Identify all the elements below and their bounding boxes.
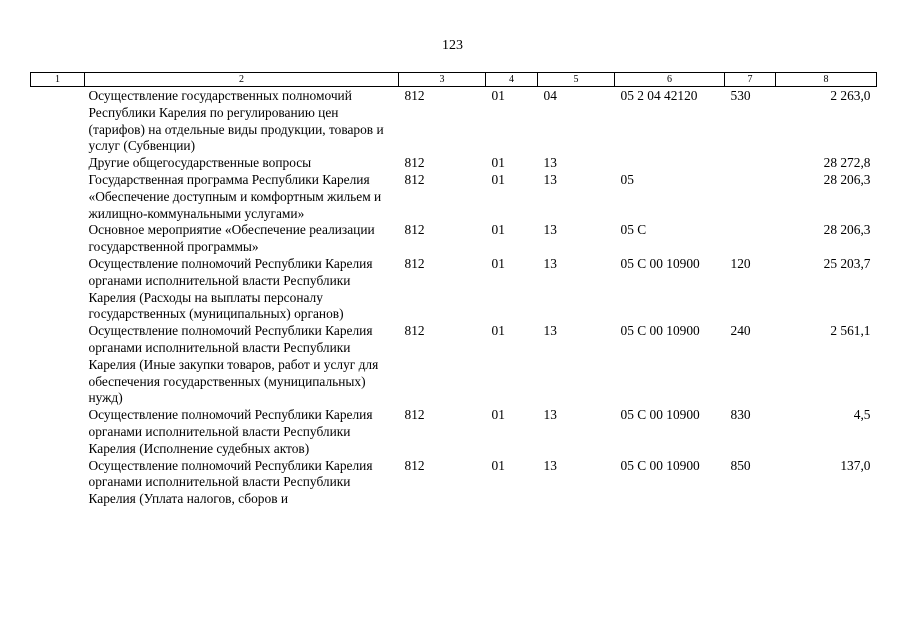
item-name: Государственная программа Республики Карелия «Обеспечение доступным и комфортным жильем и жилищно-коммунальными услугами» xyxy=(88,171,382,221)
subsection-code: 13 xyxy=(543,255,557,271)
table-header xyxy=(31,73,877,87)
amount: 28 206,3 xyxy=(823,222,871,238)
amount: 4,5 xyxy=(853,407,871,423)
column-header-7: 7 xyxy=(725,73,776,87)
table-row xyxy=(31,407,877,457)
section-code: 01 xyxy=(491,171,505,187)
section-code: 01 xyxy=(491,457,505,473)
section-code: 01 xyxy=(491,155,505,171)
section-code: 01 xyxy=(491,88,505,103)
target-article-code: 05 С 00 10900 xyxy=(620,323,700,339)
expense-type-code: 120 xyxy=(730,255,751,271)
table-row xyxy=(31,256,877,323)
target-article-code: 05 2 04 42120 xyxy=(620,88,698,103)
subsection-code: 13 xyxy=(543,457,557,473)
subsection-code: 13 xyxy=(543,222,557,238)
row-number-cell xyxy=(31,458,85,508)
row-number-cell xyxy=(31,172,85,222)
row-number-cell xyxy=(31,87,85,156)
expense-type-code: 830 xyxy=(730,407,751,423)
subsection-code: 13 xyxy=(543,323,557,339)
item-name: Осуществление полномочий Республики Карелия органами исполнительной власти Республики Карелия (Иные закупки товаров, работ и услуг для обеспечения государственных (муниципальных) нужд) xyxy=(88,323,379,406)
page-number: 123 xyxy=(442,38,463,53)
target-article-code: 05 С 00 10900 xyxy=(620,457,700,473)
target-article-code: 05 xyxy=(620,171,634,187)
subsection-code: 13 xyxy=(543,171,557,187)
table-row xyxy=(31,458,877,508)
subsection-code: 13 xyxy=(543,155,557,171)
grbs-code: 812 xyxy=(404,457,425,473)
table-row xyxy=(31,172,877,222)
amount: 28 272,8 xyxy=(823,155,871,171)
budget-table xyxy=(30,72,877,508)
target-article-code xyxy=(615,155,725,172)
header-row xyxy=(31,73,877,87)
subsection-code: 13 xyxy=(543,407,557,423)
section-code: 01 xyxy=(491,407,505,423)
amount: 2 263,0 xyxy=(830,88,871,103)
target-article-code: 05 С 00 10900 xyxy=(620,407,700,423)
expense-type-code: 530 xyxy=(730,88,751,103)
grbs-code: 812 xyxy=(404,407,425,423)
section-code: 01 xyxy=(491,222,505,238)
item-name: Основное мероприятие «Обеспечение реализации государственной программы» xyxy=(88,222,375,255)
target-article-code: 05 С 00 10900 xyxy=(620,255,700,271)
row-number-cell xyxy=(31,222,85,256)
expense-type-code: 850 xyxy=(730,457,751,473)
subsection-code: 04 xyxy=(543,88,557,103)
column-header-3: 3 xyxy=(399,73,486,87)
amount: 28 206,3 xyxy=(823,171,871,187)
expense-type-code: 240 xyxy=(730,323,751,339)
table-body xyxy=(31,87,877,508)
column-header-5: 5 xyxy=(538,73,615,87)
column-header-8: 8 xyxy=(776,73,877,87)
amount: 25 203,7 xyxy=(823,255,871,271)
table-row xyxy=(31,222,877,256)
grbs-code: 812 xyxy=(404,255,425,271)
row-number-cell xyxy=(31,323,85,407)
table-row xyxy=(31,87,877,156)
item-name: Осуществление полномочий Республики Карелия органами исполнительной власти Республики Карелия (Расходы на выплаты персоналу государственных (муниципальных) органов) xyxy=(88,255,373,322)
item-name: Осуществление полномочий Республики Карелия органами исполнительной власти Республики Карелия (Исполнение судебных актов) xyxy=(88,407,373,456)
amount: 2 561,1 xyxy=(830,323,871,339)
expense-type-code xyxy=(725,155,776,172)
expense-type-code xyxy=(725,222,776,256)
target-article-code: 05 С xyxy=(620,222,647,238)
column-header-6: 6 xyxy=(615,73,725,87)
item-name: Другие общегосударственные вопросы xyxy=(88,155,312,171)
grbs-code: 812 xyxy=(404,88,425,103)
grbs-code: 812 xyxy=(404,323,425,339)
table-row xyxy=(31,323,877,407)
grbs-code: 812 xyxy=(404,155,425,171)
column-header-2: 2 xyxy=(85,73,399,87)
row-number-cell xyxy=(31,256,85,323)
row-number-cell xyxy=(31,407,85,457)
table-row xyxy=(31,155,877,172)
item-name: Осуществление государственных полномочий Республики Карелия по регулированию цен (тарифов) на отдельные виды продукции, товаров и услуг (Субвенции) xyxy=(88,88,384,154)
section-code: 01 xyxy=(491,255,505,271)
grbs-code: 812 xyxy=(404,222,425,238)
row-number-cell xyxy=(31,155,85,172)
column-header-1: 1 xyxy=(31,73,85,87)
section-code: 01 xyxy=(491,323,505,339)
item-name: Осуществление полномочий Республики Карелия органами исполнительной власти Республики Карелия (Уплата налогов, сборов и xyxy=(88,457,373,507)
expense-type-code xyxy=(725,172,776,222)
grbs-code: 812 xyxy=(404,171,425,187)
amount: 137,0 xyxy=(840,457,871,473)
column-header-4: 4 xyxy=(486,73,538,87)
